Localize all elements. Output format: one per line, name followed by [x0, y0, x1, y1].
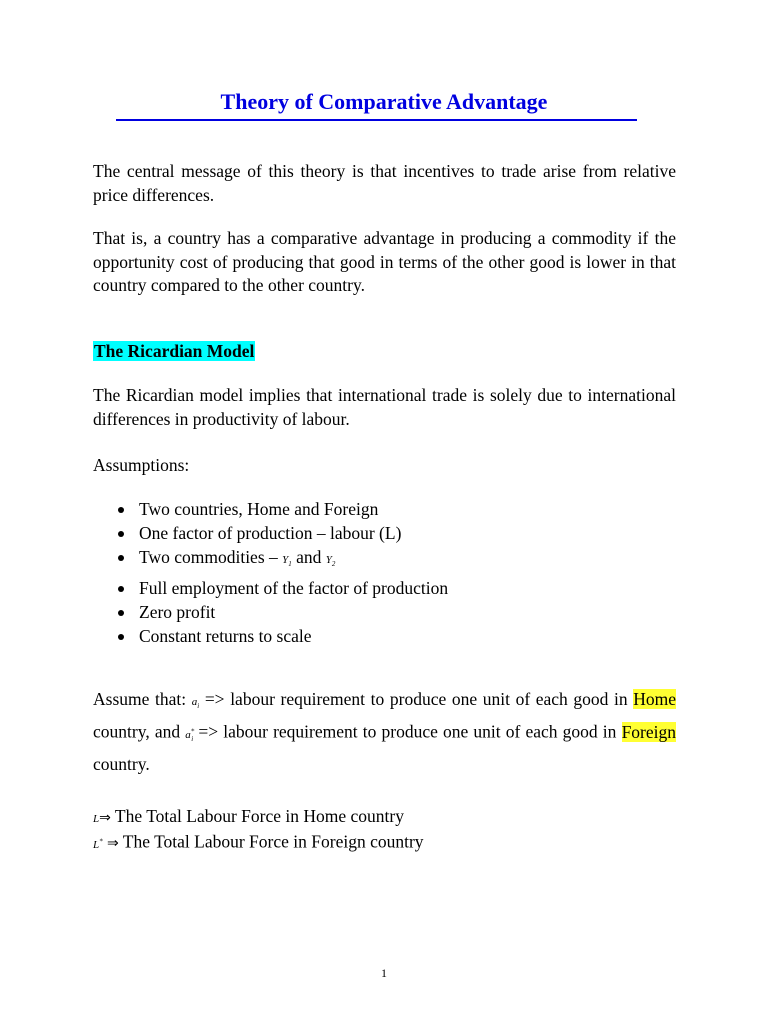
bullet-icon — [118, 507, 124, 513]
assumptions-label: Assumptions: — [93, 455, 190, 475]
list-item — [93, 521, 448, 545]
implies-icon: ⇒ — [107, 835, 119, 852]
bullet-icon — [118, 531, 124, 537]
bullet-icon — [118, 555, 124, 561]
arrow-icon: => — [198, 721, 219, 742]
math-ai: $a_i$ — [191, 696, 200, 711]
bullet-icon — [118, 586, 124, 592]
definition-home: L⇒ The Total Labour Force in Home country — [93, 806, 404, 826]
assume-paragraph: Assume that: $a_i$ => labour requirement to produce one unit of each good in Home country, and $a^*_i$ => labour requirement to produce one unit of each good in Foreign country. — [93, 689, 677, 775]
math-L-star: L* — [93, 837, 103, 851]
assumption-text: One factor of production – labour (L) — [139, 523, 402, 543]
list-item — [93, 545, 448, 576]
list-item — [93, 624, 448, 648]
intro-paragraph-1: The central message of this theory is that incentives to trade arise from relative price differences. — [93, 161, 676, 205]
math-ai-star: $a^*_i$ — [185, 727, 195, 744]
definition-foreign: L* ⇒ The Total Labour Force in Foreign country — [93, 831, 424, 852]
assumption-and: and — [296, 547, 322, 567]
assumption-text: Two countries, Home and Foreign — [139, 499, 379, 519]
section-heading-text: The Ricardian Model — [94, 341, 255, 361]
list-item — [93, 576, 448, 600]
foreign-highlight: Foreign — [621, 721, 677, 742]
home-highlight: Home — [633, 689, 677, 709]
assumption-text: Zero profit — [139, 602, 216, 623]
arrow-icon: => — [204, 689, 225, 709]
section-heading — [93, 340, 255, 363]
assumption-text: Two commodities – — [139, 547, 278, 567]
math-y1: $Y_1$ — [282, 554, 292, 569]
math-L: L — [93, 813, 100, 825]
ricardian-paragraph: The Ricardian model implies that international trade is solely due to international differences in productivity of labour. — [93, 385, 676, 429]
list-item — [93, 600, 448, 624]
assumptions-list — [93, 497, 448, 648]
assumption-text: Constant returns to scale — [139, 626, 312, 647]
page-title: Theory of Comparative Advantage — [220, 89, 548, 114]
list-item — [93, 497, 448, 521]
implies-icon: ⇒ — [99, 810, 111, 826]
title-underline — [116, 119, 637, 121]
assumption-text: Full employment of the factor of production — [139, 578, 449, 599]
bullet-icon — [118, 610, 124, 616]
page-number: 1 — [381, 966, 387, 980]
math-y2: $Y_2$ — [325, 554, 336, 569]
intro-paragraph-2: That is, a country has a comparative advantage in producing a commodity if the opportunity cost of producing that good in terms of the other good is lower in that country compared to the other country. — [93, 228, 676, 295]
definitions — [93, 805, 424, 856]
bullet-icon — [118, 634, 124, 640]
